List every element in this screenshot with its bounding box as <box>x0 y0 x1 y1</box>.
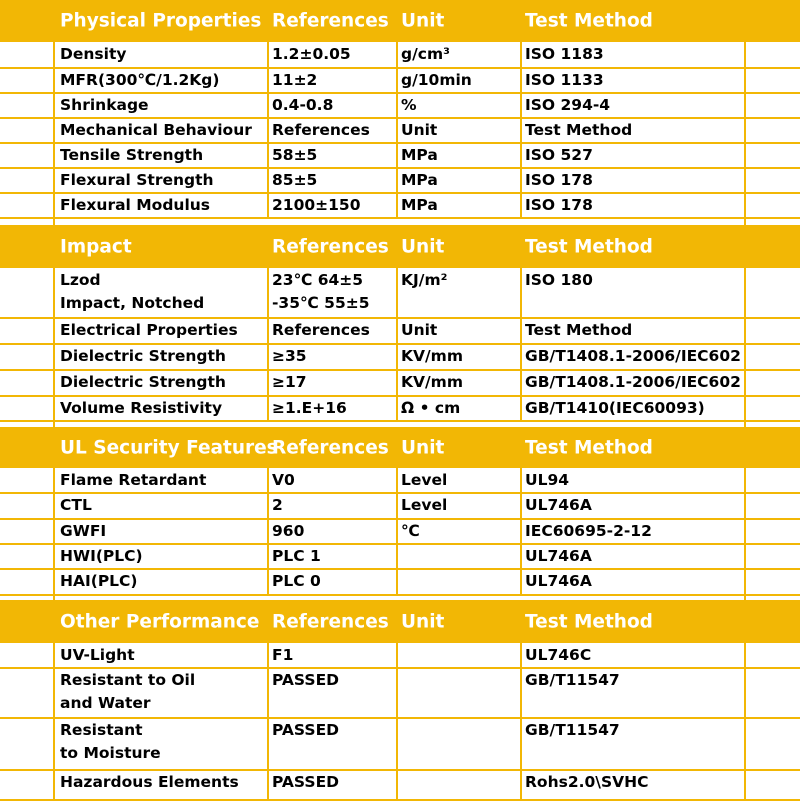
cell-test-method <box>525 771 648 794</box>
cell-line: ISO 180 <box>525 271 593 289</box>
column-divider <box>520 643 522 800</box>
cell-line: Resistant to Oil <box>60 671 196 689</box>
cell-test-method <box>525 345 741 368</box>
header-reference: References <box>272 10 389 32</box>
cell-reference <box>272 144 317 167</box>
column-divider <box>396 468 398 595</box>
section-header-impact <box>0 225 800 268</box>
cell-unit <box>401 69 472 92</box>
header-test-method: Test Method <box>525 236 653 257</box>
header-property: UL Security Features <box>60 437 278 458</box>
cell-line: ≥17 <box>272 373 307 391</box>
cell-property <box>60 520 106 543</box>
cell-line: KV/mm <box>401 347 463 365</box>
column-divider <box>267 42 269 218</box>
column-divider <box>520 468 522 595</box>
cell-line: Lzod <box>60 271 101 289</box>
cell-line: Resistant <box>60 721 143 739</box>
cell-line: ≥35 <box>272 347 307 365</box>
cell-unit <box>401 119 437 142</box>
cell-property <box>60 119 252 142</box>
cell-property <box>60 371 226 394</box>
cell-line: to Moisture <box>60 744 161 762</box>
cell-line: MPa <box>401 196 438 214</box>
cell-line: Unit <box>401 121 438 139</box>
cell-line: GWFI <box>60 522 107 540</box>
cell-test-method <box>525 719 620 742</box>
cell-line: F1 <box>272 646 294 664</box>
cell-test-method <box>525 69 604 92</box>
left-border <box>53 0 55 800</box>
cell-test-method <box>525 269 593 292</box>
cell-reference <box>272 469 295 492</box>
cell-test-method <box>525 319 632 342</box>
cell-line: and Water <box>60 694 151 712</box>
header-reference: References <box>272 437 389 458</box>
cell-line: ISO 178 <box>525 171 593 189</box>
table-row <box>0 68 800 93</box>
table-row <box>0 544 800 569</box>
header-unit: Unit <box>401 10 445 32</box>
cell-line: ≥1.E+16 <box>272 399 347 417</box>
cell-line: UL746A <box>525 572 592 590</box>
table-row <box>0 519 800 544</box>
cell-line: GB/T11547 <box>525 671 620 689</box>
cell-line: 58±5 <box>272 146 318 164</box>
cell-line: Test Method <box>525 121 633 139</box>
cell-unit <box>401 494 447 517</box>
cell-line: GB/T1408.1-2006/IEC602 <box>525 347 741 365</box>
cell-line: ISO 178 <box>525 196 593 214</box>
column-divider <box>267 468 269 595</box>
table-row <box>0 344 800 370</box>
table-row <box>0 168 800 193</box>
table-row <box>0 370 800 396</box>
cell-unit <box>401 345 463 368</box>
header-unit: Unit <box>401 437 445 458</box>
cell-unit <box>401 520 420 543</box>
cell-line: Impact, Notched <box>60 294 205 312</box>
cell-property <box>60 43 126 66</box>
cell-line: ISO 527 <box>525 146 593 164</box>
cell-test-method <box>525 169 593 192</box>
table-row <box>0 770 800 800</box>
cell-reference <box>272 269 370 315</box>
table-row <box>0 643 800 668</box>
cell-line: IEC60695-2-12 <box>525 522 652 540</box>
cell-line: Level <box>401 496 448 514</box>
cell-property <box>60 144 203 167</box>
cell-property <box>60 771 239 794</box>
cell-line: GB/T1410(IEC60093) <box>525 399 705 417</box>
cell-reference <box>272 169 317 192</box>
column-divider <box>396 643 398 800</box>
cell-reference <box>272 194 360 217</box>
cell-test-method <box>525 570 592 593</box>
column-divider <box>396 268 398 421</box>
cell-reference <box>272 771 339 794</box>
cell-reference <box>272 570 321 593</box>
cell-line: Flexural Strength <box>60 171 214 189</box>
cell-property <box>60 545 143 568</box>
row-divider <box>0 217 800 219</box>
right-border <box>744 0 746 800</box>
row-divider <box>0 420 800 422</box>
table-row <box>0 668 800 718</box>
cell-line: ISO 294-4 <box>525 96 611 114</box>
table-row <box>0 396 800 421</box>
table-row <box>0 118 800 143</box>
cell-line: Level <box>401 471 448 489</box>
header-reference: References <box>272 611 389 632</box>
cell-property <box>60 69 219 92</box>
header-test-method: Test Method <box>525 611 653 632</box>
cell-property <box>60 669 195 715</box>
cell-unit <box>401 269 447 292</box>
cell-test-method <box>525 144 593 167</box>
cell-unit <box>401 43 450 66</box>
cell-reference <box>272 345 307 368</box>
cell-property <box>60 469 206 492</box>
cell-line: Density <box>60 45 127 63</box>
cell-line: Rohs2.0\SVHC <box>525 773 649 791</box>
cell-reference <box>272 119 370 142</box>
cell-reference <box>272 669 339 692</box>
cell-line: MPa <box>401 146 438 164</box>
cell-line: PLC 0 <box>272 572 321 590</box>
table-row <box>0 193 800 218</box>
cell-test-method <box>525 469 569 492</box>
cell-unit <box>401 397 460 420</box>
cell-test-method <box>525 94 610 117</box>
cell-line: Electrical Properties <box>60 321 238 339</box>
cell-line: Hazardous Elements <box>60 773 239 791</box>
cell-unit <box>401 371 463 394</box>
cell-line: Test Method <box>525 321 633 339</box>
cell-line: MPa <box>401 171 438 189</box>
cell-test-method <box>525 494 592 517</box>
cell-property <box>60 169 214 192</box>
cell-test-method <box>525 371 741 394</box>
cell-test-method <box>525 119 632 142</box>
cell-property <box>60 345 226 368</box>
table-row <box>0 268 800 318</box>
cell-test-method <box>525 194 593 217</box>
cell-line: Ω • cm <box>401 399 461 417</box>
cell-line: PASSED <box>272 671 340 689</box>
row-divider <box>0 594 800 596</box>
cell-line: V0 <box>272 471 295 489</box>
cell-line: Dielectric Strength <box>60 373 226 391</box>
cell-line: UL94 <box>525 471 570 489</box>
cell-test-method <box>525 644 591 667</box>
cell-line: ISO 1183 <box>525 45 604 63</box>
cell-test-method <box>525 545 592 568</box>
cell-reference <box>272 319 370 342</box>
cell-line: KV/mm <box>401 373 463 391</box>
cell-reference <box>272 719 339 742</box>
header-unit: Unit <box>401 611 445 632</box>
header-unit: Unit <box>401 236 445 257</box>
cell-line: % <box>401 96 417 114</box>
cell-line: 85±5 <box>272 171 318 189</box>
cell-line: ISO 1133 <box>525 71 604 89</box>
header-property: Impact <box>60 236 132 257</box>
table-row <box>0 493 800 519</box>
header-test-method: Test Method <box>525 437 653 458</box>
cell-line: 2100±150 <box>272 196 361 214</box>
cell-line: 1.2±0.05 <box>272 45 351 63</box>
cell-test-method <box>525 43 604 66</box>
cell-line: Unit <box>401 321 438 339</box>
section-header-physical-properties <box>0 0 800 42</box>
cell-line: UL746A <box>525 496 592 514</box>
cell-line: 23℃ 64±5 <box>272 271 364 289</box>
column-divider <box>267 643 269 800</box>
cell-reference <box>272 94 333 117</box>
cell-unit <box>401 194 438 217</box>
cell-unit <box>401 144 438 167</box>
cell-line: UL746C <box>525 646 592 664</box>
cell-reference <box>272 644 293 667</box>
column-divider <box>396 42 398 218</box>
cell-line: 11±2 <box>272 71 318 89</box>
cell-line: HWI(PLC) <box>60 547 143 565</box>
cell-line: UL746A <box>525 547 592 565</box>
cell-line: PLC 1 <box>272 547 321 565</box>
table-row <box>0 318 800 344</box>
cell-test-method <box>525 520 652 543</box>
cell-reference <box>272 371 307 394</box>
cell-property <box>60 644 135 667</box>
cell-reference <box>272 494 283 517</box>
table-row <box>0 93 800 118</box>
cell-line: -35℃ 55±5 <box>272 294 370 312</box>
cell-line: PASSED <box>272 721 340 739</box>
cell-line: UV-Light <box>60 646 135 664</box>
cell-test-method <box>525 397 705 420</box>
table-row <box>0 718 800 770</box>
cell-line: GB/T1408.1-2006/IEC602 <box>525 373 741 391</box>
cell-line: Shrinkage <box>60 96 149 114</box>
column-divider <box>520 268 522 421</box>
cell-unit <box>401 319 437 342</box>
cell-line: Flexural Modulus <box>60 196 211 214</box>
cell-reference <box>272 520 304 543</box>
header-property: Physical Properties <box>60 10 262 32</box>
cell-unit <box>401 94 417 117</box>
cell-line: Tensile Strength <box>60 146 204 164</box>
cell-property <box>60 719 161 765</box>
cell-property <box>60 397 222 420</box>
cell-reference <box>272 43 351 66</box>
cell-property <box>60 194 210 217</box>
column-divider <box>520 42 522 218</box>
cell-test-method <box>525 669 620 692</box>
cell-line: KJ/m² <box>401 271 448 289</box>
cell-line: References <box>272 321 370 339</box>
cell-line: ℃ <box>401 522 420 540</box>
cell-line: HAI(PLC) <box>60 572 138 590</box>
cell-property <box>60 494 92 517</box>
cell-line: g/cm³ <box>401 45 450 63</box>
table-row <box>0 569 800 595</box>
cell-line: References <box>272 121 370 139</box>
cell-line: PASSED <box>272 773 340 791</box>
table-row <box>0 143 800 168</box>
header-reference: References <box>272 236 389 257</box>
cell-reference <box>272 545 321 568</box>
header-property: Other Performance <box>60 611 260 632</box>
cell-property <box>60 269 204 315</box>
cell-property <box>60 94 149 117</box>
cell-line: Mechanical Behaviour <box>60 121 252 139</box>
cell-line: 2 <box>272 496 283 514</box>
cell-line: Volume Resistivity <box>60 399 223 417</box>
cell-line: Dielectric Strength <box>60 347 226 365</box>
cell-line: Flame Retardant <box>60 471 207 489</box>
column-divider <box>267 268 269 421</box>
table-row <box>0 42 800 68</box>
header-test-method: Test Method <box>525 10 653 32</box>
section-header-other-performance <box>0 600 800 643</box>
cell-line: GB/T11547 <box>525 721 620 739</box>
cell-reference <box>272 397 347 420</box>
table-row <box>0 468 800 493</box>
cell-line: CTL <box>60 496 92 514</box>
section-header-ul-security-features <box>0 427 800 468</box>
cell-reference <box>272 69 317 92</box>
cell-line: 0.4-0.8 <box>272 96 334 114</box>
cell-line: g/10min <box>401 71 472 89</box>
cell-line: MFR(300℃/1.2Kg) <box>60 71 220 89</box>
cell-line: 960 <box>272 522 305 540</box>
cell-unit <box>401 469 447 492</box>
cell-unit <box>401 169 438 192</box>
cell-property <box>60 319 238 342</box>
cell-property <box>60 570 138 593</box>
